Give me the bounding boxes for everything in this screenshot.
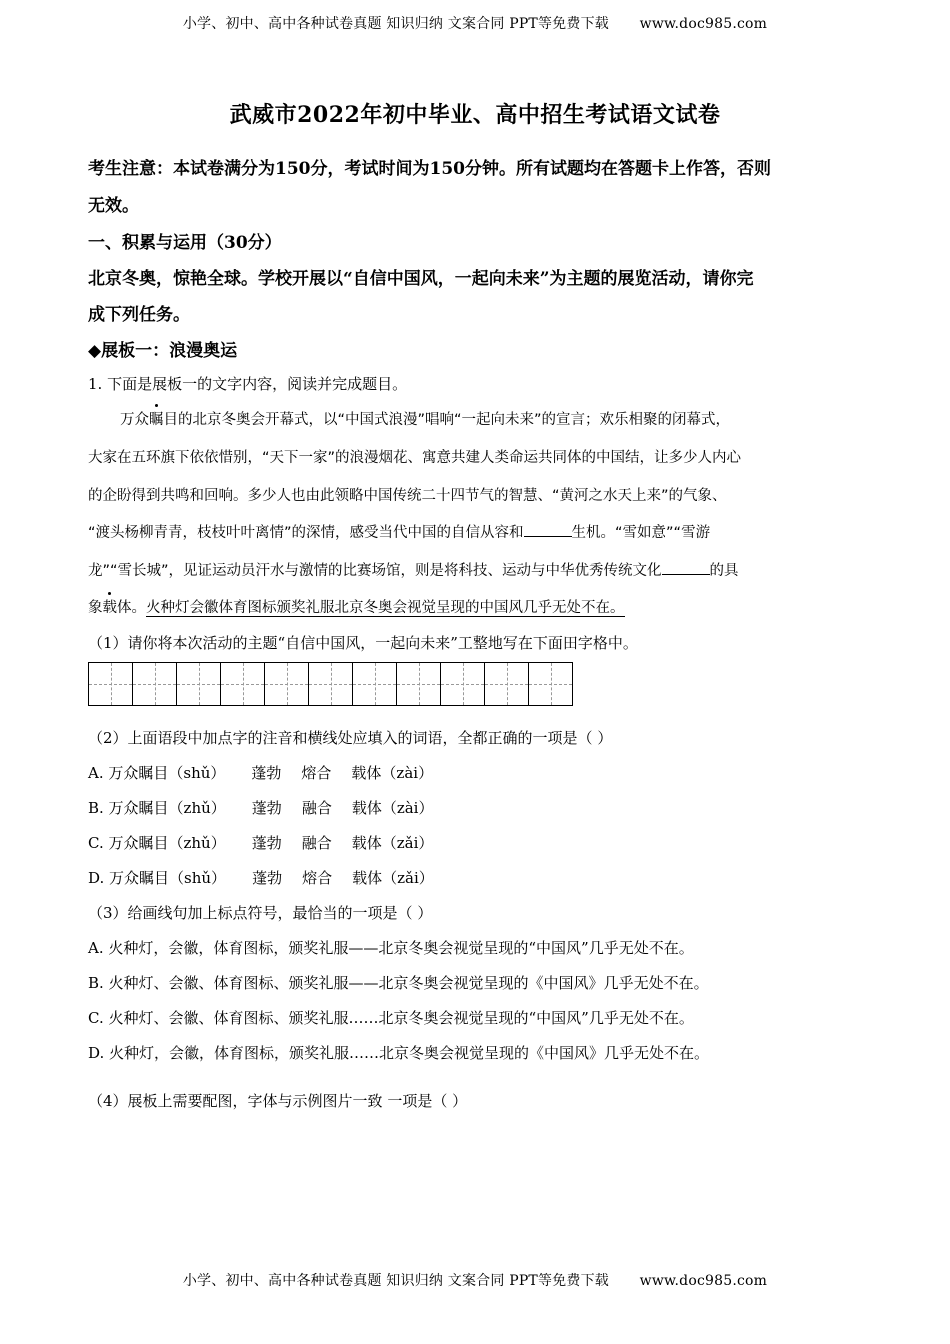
grid-cell[interactable] xyxy=(441,662,485,706)
passage-text: 生机。“雪如意”“雪游 xyxy=(571,525,711,541)
option-text: 载体（zǎi） xyxy=(352,869,434,887)
passage-line-1 xyxy=(88,408,894,429)
question-1-stem: 1. 下面是展板一的文字内容，阅读并完成题目。 xyxy=(88,375,408,393)
grid-cell[interactable] xyxy=(309,662,353,706)
option-b[interactable]: B. 火种灯、会徽、体育图标、颁奖礼服——北京冬奥会视觉呈现的《中国风》几乎无处不在。 xyxy=(88,974,709,992)
option-text: 熔合 xyxy=(301,764,332,782)
intro-line-2: 成下列任务。 xyxy=(88,305,190,325)
grid-cell[interactable] xyxy=(353,662,397,706)
option-c[interactable]: C. 火种灯、会徽、体育图标、颁奖礼服……北京冬奥会视觉呈现的“中国风”几乎无处不在。 xyxy=(88,1009,694,1027)
passage-text: 体。 xyxy=(117,600,146,616)
option-text: 融合 xyxy=(301,834,332,852)
option-a[interactable] xyxy=(88,762,433,783)
header-url[interactable]: www.doc985.com xyxy=(639,16,768,32)
grid-cell[interactable] xyxy=(177,662,221,706)
option-text: A. 万众瞩目（shǔ） xyxy=(88,764,226,782)
option-b[interactable] xyxy=(88,797,433,818)
dotted-char: 载 xyxy=(103,596,118,617)
grid-cell[interactable] xyxy=(89,662,133,706)
footer-url[interactable]: www.doc985.com xyxy=(639,1273,768,1289)
question-1-4: （4）展板上需要配图，字体与示例图片一致 一项是（ ） xyxy=(88,1092,468,1110)
option-text: D. 万众瞩目（shǔ） xyxy=(88,869,227,887)
option-c[interactable] xyxy=(88,832,433,853)
dotted-char: 瞩 xyxy=(149,408,164,429)
notice-line-1: 考生注意：本试卷满分为150分，考试时间为150分钟。所有试题均在答题卡上作答，否则 xyxy=(88,159,771,179)
section-heading: 一、积累与运用（30分） xyxy=(88,233,282,253)
question-1-3: （3）给画线句加上标点符号，最恰当的一项是（ ） xyxy=(88,904,433,922)
option-text: 融合 xyxy=(301,799,332,817)
passage-line-6 xyxy=(88,596,862,617)
option-text: B. 万众瞩目（zhǔ） xyxy=(88,799,226,817)
page-title: 武威市2022年初中毕业、高中招生考试语文试卷 xyxy=(229,102,721,128)
option-d[interactable]: D. 火种灯，会徽，体育图标，颁奖礼服……北京冬奥会视觉呈现的《中国风》几乎无处不在。 xyxy=(88,1044,710,1062)
option-text: 蓬勃 xyxy=(251,834,282,852)
question-1-2: （2）上面语段中加点字的注音和横线处应填入的词语，全都正确的一项是（ ） xyxy=(88,729,613,747)
option-text: 载体（zǎi） xyxy=(351,834,434,852)
fill-blank xyxy=(524,524,572,537)
passage-line-4 xyxy=(88,521,862,542)
header-text: 小学、初中、高中各种试卷真题 知识归纳 文案合同 PPT等免费下载 xyxy=(182,16,609,32)
option-text: 载体（zài） xyxy=(351,764,434,782)
option-a[interactable]: A. 火种灯，会徽，体育图标，颁奖礼服——北京冬奥会视觉呈现的“中国风”几乎无处不在。 xyxy=(88,939,694,957)
page-header xyxy=(0,13,950,33)
fill-blank xyxy=(662,562,710,575)
footer-text: 小学、初中、高中各种试卷真题 知识归纳 文案合同 PPT等免费下载 xyxy=(182,1273,609,1289)
passage-line-3: 的企盼得到共鸣和回响。多少人也由此领略中国传统二十四节气的智慧、“黄河之水天上来”的气象、 xyxy=(88,488,727,504)
passage-line-5 xyxy=(88,559,862,580)
question-1-1: （1）请你将本次活动的主题“自信中国风，一起向未来”工整地写在下面田字格中。 xyxy=(88,634,638,652)
passage-text: 万众 xyxy=(120,412,149,428)
grid-cell[interactable] xyxy=(133,662,177,706)
passage-text: 目的北京冬奥会开幕式，以“中国式浪漫”唱响“一起向未来”的宣言；欢乐相聚的闭幕式， xyxy=(163,412,731,428)
passage-text: “渡头杨柳青青，枝枝叶叶离情”的深情，感受当代中国的自信从容和 xyxy=(88,525,524,541)
option-text: 载体（zài） xyxy=(351,799,434,817)
page-footer xyxy=(0,1270,950,1290)
writing-grid[interactable] xyxy=(88,662,573,706)
intro-line-1: 北京冬奥，惊艳全球。学校开展以“自信中国风，一起向未来”为主题的展览活动，请你完 xyxy=(88,269,754,289)
option-text: 蓬勃 xyxy=(251,799,282,817)
option-text: C. 万众瞩目（zhǔ） xyxy=(88,834,226,852)
option-text: 熔合 xyxy=(302,869,333,887)
grid-cell[interactable] xyxy=(265,662,309,706)
option-text: 蓬勃 xyxy=(252,869,283,887)
passage-text: 龙”“雪长城”，见证运动员汗水与激情的比赛场馆，则是将科技、运动与中华优秀传统文化 xyxy=(88,563,662,579)
passage-line-2: 大家在五环旗下依依惜别，“天下一家”的浪漫烟花、寓意共建人类命运共同体的中国结，让多少人内心 xyxy=(88,450,742,466)
option-d[interactable] xyxy=(88,867,434,888)
notice-line-2: 无效。 xyxy=(88,196,139,216)
grid-cell[interactable] xyxy=(529,662,573,706)
grid-cell[interactable] xyxy=(221,662,265,706)
grid-cell[interactable] xyxy=(397,662,441,706)
underlined-sentence: 火种灯会徽体育图标颁奖礼服北京冬奥会视觉呈现的中国风几乎无处不在。 xyxy=(146,600,625,616)
grid-cell[interactable] xyxy=(485,662,529,706)
passage-text: 的具 xyxy=(709,563,739,579)
board-heading: ◆展板一：浪漫奥运 xyxy=(88,341,238,361)
passage-text: 象 xyxy=(88,600,103,616)
option-text: 蓬勃 xyxy=(251,764,282,782)
